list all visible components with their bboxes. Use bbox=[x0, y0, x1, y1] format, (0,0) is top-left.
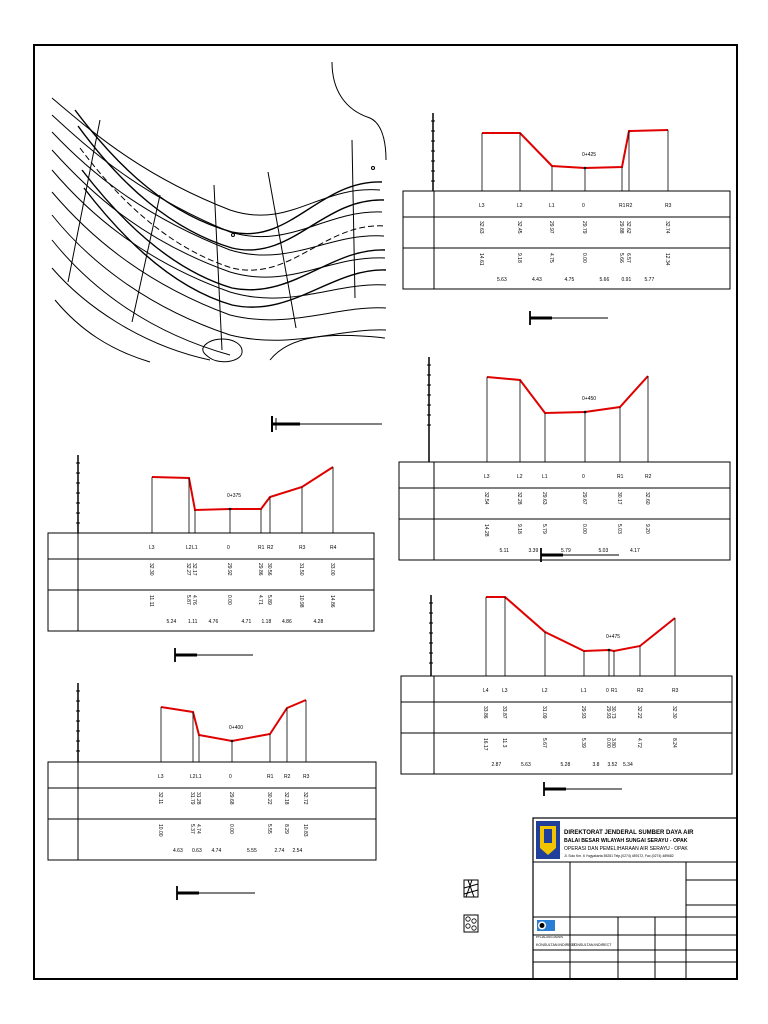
section-0-425 bbox=[403, 113, 730, 325]
station-label: R3 bbox=[672, 688, 679, 694]
elevation-value: 30.56 bbox=[266, 563, 272, 576]
spacing-value: 5.03 bbox=[598, 548, 609, 554]
spacing-value: 5.55 bbox=[247, 848, 257, 854]
elevation-value: 32.74 bbox=[664, 221, 670, 234]
station-label: L1 bbox=[581, 688, 587, 694]
spacing-value: 3.39 bbox=[528, 548, 539, 554]
section-0-400 bbox=[48, 683, 376, 900]
section-name: 0+375 bbox=[227, 493, 242, 499]
distance-value: 0.00 bbox=[581, 524, 587, 534]
distance-value: 4.72 bbox=[636, 738, 642, 748]
distance-value: 5.55 bbox=[266, 824, 272, 834]
distance-value: 0.00 bbox=[226, 595, 232, 605]
spacing-value: 1.11 bbox=[188, 619, 198, 625]
station-label: L1 bbox=[542, 474, 548, 480]
elevation-value: 29.88 bbox=[618, 221, 624, 234]
distance-value: 9.18 bbox=[516, 524, 522, 534]
profile-line bbox=[487, 376, 648, 413]
elevation-value: 32.30 bbox=[671, 706, 677, 719]
elevation-value: 32.60 bbox=[644, 492, 650, 505]
distance-value: 10.98 bbox=[298, 595, 304, 608]
profile-line bbox=[486, 597, 675, 651]
spacing-value: 5.11 bbox=[499, 548, 509, 554]
station-label: L2 bbox=[517, 474, 523, 480]
org-line1: DIREKTORAT JENDERAL SUMBER DAYA AIR bbox=[564, 830, 694, 836]
field-a: KONSULTAN INDIRECT bbox=[536, 943, 576, 947]
distance-value: 4.75 bbox=[548, 253, 554, 263]
section-0-375 bbox=[48, 455, 374, 662]
spacing-value: 2.74 bbox=[274, 848, 285, 854]
legend-symbols bbox=[464, 880, 478, 932]
distance-value: 3.80 bbox=[610, 738, 616, 748]
distance-value: 12.34 bbox=[664, 253, 670, 266]
distance-value: 5.39 bbox=[580, 738, 586, 748]
title-block bbox=[533, 818, 737, 979]
distance-value: 16.17 bbox=[482, 738, 488, 751]
spacing-value: 5.63 bbox=[497, 277, 507, 283]
station-label: R1 bbox=[619, 203, 626, 209]
station-label: R2 bbox=[626, 203, 633, 209]
station-label: 0 bbox=[229, 774, 232, 780]
elevation-value: 31.79 bbox=[189, 792, 195, 805]
station-label: L3 bbox=[158, 774, 164, 780]
section-0-450 bbox=[399, 357, 730, 562]
station-label: L1 bbox=[196, 774, 202, 780]
distance-value: 4.71 bbox=[257, 595, 263, 605]
elevation-value: 31.28 bbox=[195, 792, 201, 805]
contour-plan bbox=[52, 62, 386, 432]
section-table bbox=[48, 533, 374, 631]
elevation-value: 32.45 bbox=[516, 221, 522, 234]
elevation-value: 29.93 bbox=[605, 706, 611, 719]
spacing-value: 4.71 bbox=[241, 619, 252, 625]
elevation-value: 29.67 bbox=[581, 492, 587, 505]
station-label: L4 bbox=[483, 688, 489, 694]
elevation-value: 32.28 bbox=[516, 492, 522, 505]
distance-value: 0.00 bbox=[581, 253, 587, 263]
cross-sections bbox=[48, 113, 732, 900]
elevation-value: 29.86 bbox=[257, 563, 263, 576]
spacing-value: 4.43 bbox=[532, 277, 542, 283]
elevation-value: 32.63 bbox=[478, 221, 484, 234]
distance-value: 5.03 bbox=[616, 524, 622, 534]
distance-value: 5.87 bbox=[185, 595, 191, 605]
station-label: R3 bbox=[665, 203, 672, 209]
spacing-value: 5.63 bbox=[521, 762, 531, 768]
spacing-value: 4.86 bbox=[282, 619, 292, 625]
distance-value: 5.66 bbox=[618, 253, 624, 263]
elevation-value: 32.62 bbox=[625, 221, 631, 234]
elevation-value: 29.79 bbox=[581, 221, 587, 234]
elevation-value: 33.87 bbox=[501, 706, 507, 719]
distance-value: 9.18 bbox=[516, 253, 522, 263]
station-label: L1 bbox=[549, 203, 555, 209]
distance-value: 5.37 bbox=[189, 824, 195, 834]
station-label: L2 bbox=[190, 774, 196, 780]
distance-value: 4.74 bbox=[195, 824, 201, 834]
profile-line bbox=[152, 467, 333, 510]
station-label: R2 bbox=[645, 474, 652, 480]
elevation-value: 32.30 bbox=[148, 563, 154, 576]
distance-value: 10.00 bbox=[157, 824, 163, 837]
elevation-value: 29.92 bbox=[226, 563, 232, 576]
station-label: L3 bbox=[479, 203, 485, 209]
spacing-value: 0.63 bbox=[192, 848, 202, 854]
elevation-value: 32.72 bbox=[302, 792, 308, 805]
distance-value: 11.11 bbox=[148, 595, 154, 607]
spacing-value: 4.63 bbox=[173, 848, 183, 854]
station-label: R3 bbox=[299, 545, 306, 551]
distance-value: 5.67 bbox=[541, 738, 547, 748]
distance-value: 10.83 bbox=[302, 824, 308, 837]
station-label: R1 bbox=[258, 545, 265, 551]
distance-value: 4.76 bbox=[191, 595, 197, 605]
elevation-value: 30.22 bbox=[266, 792, 272, 805]
elevation-value: 30.17 bbox=[616, 492, 622, 505]
distance-value: 0.00 bbox=[228, 824, 234, 834]
spacing-value: 4.28 bbox=[313, 619, 324, 625]
spacing-value: 5.79 bbox=[561, 548, 571, 554]
elevation-value: 32.22 bbox=[636, 706, 642, 719]
station-label: R2 bbox=[267, 545, 274, 551]
station-label: 0 bbox=[582, 203, 585, 209]
distance-value: 8.29 bbox=[283, 824, 289, 834]
station-label: R1 bbox=[611, 688, 618, 694]
elevation-value: 31.50 bbox=[298, 563, 304, 576]
section-0-475 bbox=[401, 595, 732, 796]
station-label: 0 bbox=[227, 545, 230, 551]
spacing-value: 5.24 bbox=[166, 619, 177, 625]
elevation-value: 29.93 bbox=[580, 706, 586, 719]
distance-value: 5.89 bbox=[266, 595, 272, 605]
section-name: 0+450 bbox=[582, 396, 597, 402]
spacing-value: 5.77 bbox=[644, 277, 655, 283]
distance-value: 14.61 bbox=[478, 253, 484, 266]
spacing-value: 2.54 bbox=[292, 848, 303, 854]
org-address: Jl. Solo Km. 6 Yogyakarta 55281 Telp.(0274) 489172, Fax.(0274) 489682 bbox=[564, 854, 674, 858]
distance-value: 9.20 bbox=[644, 524, 650, 534]
section-table bbox=[403, 191, 730, 289]
elevation-value: 33.86 bbox=[482, 706, 488, 719]
elevation-value: 29.68 bbox=[228, 792, 234, 805]
distance-value: 14.28 bbox=[483, 524, 489, 537]
elevation-value: 31.09 bbox=[541, 706, 547, 719]
elevation-value: 32.27 bbox=[185, 563, 191, 576]
spacing-value: 4.17 bbox=[630, 548, 640, 554]
station-label: R4 bbox=[330, 545, 337, 551]
section-table bbox=[399, 462, 730, 560]
station-label: R2 bbox=[637, 688, 644, 694]
station-label: L3 bbox=[502, 688, 508, 694]
spacing-value: 4.76 bbox=[208, 619, 219, 625]
distance-value: 6.57 bbox=[625, 253, 631, 263]
station-label: R1 bbox=[617, 474, 624, 480]
spacing-value: 1.18 bbox=[261, 619, 272, 625]
station-label: L3 bbox=[484, 474, 490, 480]
station-label: 0 bbox=[582, 474, 585, 480]
distance-value: 5.79 bbox=[541, 524, 547, 534]
station-label: L2 bbox=[517, 203, 523, 209]
spacing-value: 5.34 bbox=[623, 762, 633, 768]
spacing-value: 5.28 bbox=[560, 762, 571, 768]
section-table bbox=[401, 676, 732, 774]
station-label: L1 bbox=[192, 545, 198, 551]
station-label: R1 bbox=[267, 774, 274, 780]
station-label: R2 bbox=[284, 774, 291, 780]
org-line3: OPERASI DAN PEMELIHARAAN AIR SERAYU - OPAK bbox=[564, 846, 688, 852]
station-label: L2 bbox=[542, 688, 548, 694]
profile-line bbox=[161, 700, 306, 741]
spacing-value: 0.91 bbox=[621, 277, 632, 283]
section-name: 0+400 bbox=[229, 725, 244, 731]
elevation-value: 32.54 bbox=[483, 492, 489, 505]
elevation-value: 33.00 bbox=[329, 563, 335, 576]
spacing-value: 5.66 bbox=[599, 277, 610, 283]
elevation-value: 30.73 bbox=[610, 706, 616, 719]
station-label: L3 bbox=[149, 545, 155, 551]
station-label: R3 bbox=[303, 774, 310, 780]
elevation-value: 29.63 bbox=[541, 492, 547, 505]
spacing-value: 4.74 bbox=[211, 848, 222, 854]
distance-value: 8.24 bbox=[671, 738, 677, 748]
station-label: 0 bbox=[606, 688, 609, 694]
profile-line bbox=[482, 130, 668, 168]
distance-value: 14.86 bbox=[329, 595, 335, 608]
org-line2: BALAI BESAR WILAYAH SUNGAI SERAYU - OPAK bbox=[564, 838, 688, 844]
spacing-value: 2.87 bbox=[491, 762, 502, 768]
section-name: 0+425 bbox=[582, 152, 597, 158]
spacing-value: 4.75 bbox=[564, 277, 575, 283]
elevation-value: 29.97 bbox=[548, 221, 554, 234]
elevation-value: 32.17 bbox=[191, 563, 197, 576]
section-table bbox=[48, 762, 376, 860]
spacing-value: 3.8 bbox=[592, 762, 600, 768]
station-label: L2 bbox=[186, 545, 192, 551]
consultant-label: PT.HALANG MANIS bbox=[536, 935, 564, 939]
spacing-value: 3.52 bbox=[607, 762, 618, 768]
field-b: KONSULTAN INDIRECT bbox=[572, 943, 612, 947]
section-name: 0+475 bbox=[606, 634, 621, 640]
distance-value: 0.00 bbox=[605, 738, 611, 748]
distance-value: 11.3 bbox=[501, 738, 507, 748]
elevation-value: 32.11 bbox=[157, 792, 163, 805]
elevation-value: 32.18 bbox=[283, 792, 289, 805]
